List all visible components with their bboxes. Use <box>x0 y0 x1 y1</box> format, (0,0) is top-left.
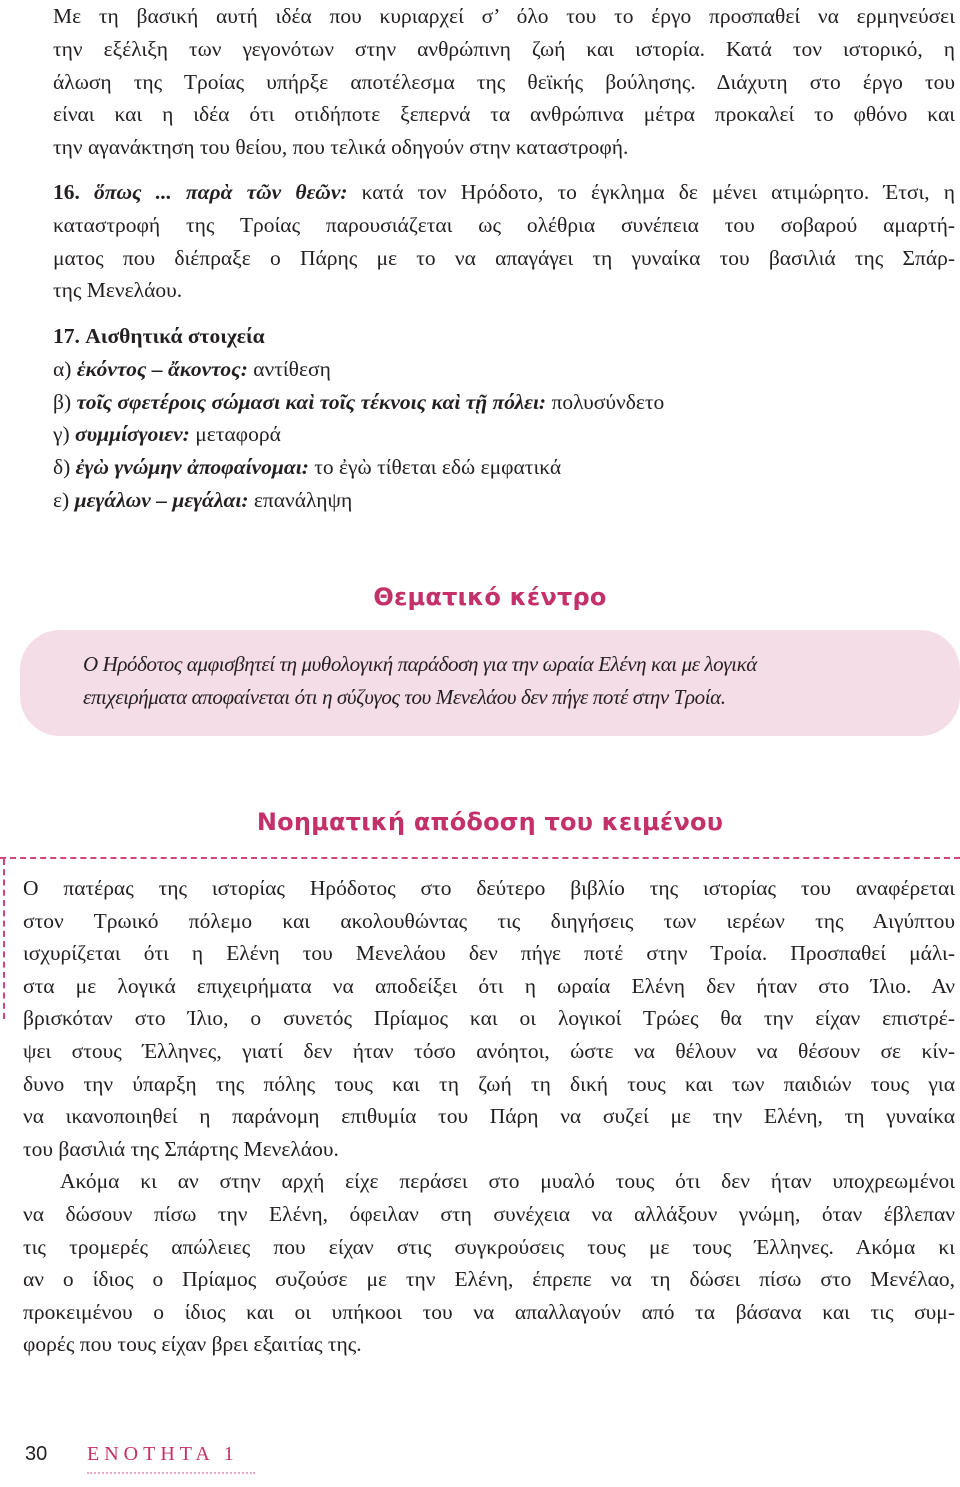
text-line: δυνο την ύπαρξη της πόλης τους και τη ζωή τη δική τους και των παιδιών τους για <box>23 1071 955 1096</box>
note-17 <box>53 320 955 517</box>
note-16 <box>53 176 955 307</box>
text-line: βρισκόταν στο Ίλιο, ο συνετός Πρίαμος και οι λογικοί Τρώες θα την είχαν επιστρέ- <box>23 1006 955 1031</box>
item-label: γ) <box>53 422 76 447</box>
item-desc: επανάληψη <box>248 487 353 512</box>
text-line: καταστροφή της Τροίας παρουσιάζεται ως ολέθρια συνέπεια του σοβαρού αμαρτή- <box>53 212 955 237</box>
note-title: Αισθητικά στοιχεία <box>85 324 265 348</box>
unit-label: ΕΝΟΤΗΤΑ 1 <box>87 1443 239 1465</box>
text-line: της Μενελάου. <box>53 278 183 303</box>
note-16-first-line <box>53 176 955 209</box>
list-item <box>53 484 955 517</box>
list-item <box>53 386 955 419</box>
dashed-side-rule <box>3 859 5 1019</box>
item-desc: μεταφορά <box>189 422 281 447</box>
intro-paragraph <box>53 0 955 164</box>
text-line: προκειμένου ο ίδιος και οι υπήκοοι του να απαλλαγούν από τα βάσανα και τις συμ- <box>23 1299 955 1324</box>
item-term: ἑκόντος – ἄκοντος: <box>76 356 248 381</box>
text-line: Με τη βασική αυτή ιδέα που κυριαρχεί σ’ όλο του το έργο προσπαθεί να ερμηνεύσει <box>53 4 955 28</box>
list-item <box>53 451 955 484</box>
text-line: Ο πατέρας της ιστορίας Ηρόδοτος στο δεύτερο βιβλίο της ιστορίας του αναφέρεται <box>23 876 955 900</box>
note-term: ὅπως ... παρὰ τῶν θεῶν: <box>93 180 348 204</box>
text-line: ματος που διέπραξε ο Πάρης με το να απαγάγει τη γυναίκα του βασιλιά της Σπάρ- <box>53 245 955 270</box>
item-label: β) <box>53 389 77 414</box>
page-number: 30 <box>25 1443 48 1465</box>
thematic-center-text <box>83 648 903 714</box>
list-item <box>53 353 955 386</box>
item-label: ε) <box>53 487 75 512</box>
item-term: ἐγὼ γνώμην ἀποφαίνομαι: <box>75 455 309 480</box>
text-line: την αγανάκτηση του θείου, που τελικά οδηγούν στην καταστροφή. <box>53 135 629 160</box>
item-desc: το ἐγὼ τίθεται εδώ εμφατικά <box>308 455 562 480</box>
thematic-center-heading: Θεματικό κέντρο <box>373 583 607 611</box>
item-term: τοῖς σφετέροις σώμασι καὶ τοῖς τέκνοις καὶ τῇ πόλει: <box>76 389 547 414</box>
text-line: φορές που τους είχαν βρει εξαιτίας της. <box>23 1332 362 1357</box>
note-number: 16. <box>53 180 80 204</box>
text-line: την εξέλιξη των γεγονότων στην ανθρώπινη ζωή και ιστορία. Κατά τον ιστορικό, η <box>53 36 955 61</box>
text-line: Ακόμα κι αν στην αρχή είχε περάσει στο μυαλό τους ότι δεν ήταν υποχρεωμένοι <box>60 1169 955 1194</box>
text-line: αν ο ίδιος ο Πρίαμος συζούσε με την Ελένη, έπρεπε να τη δώσει πίσω στο Μενέλαο, <box>23 1267 955 1292</box>
text-line: ισχυρίζεται ότι η Ελένη του Μενελάου δεν πήγε ποτέ στην Τροία. Προσπαθεί μάλι- <box>23 941 955 966</box>
paraphrase-text <box>23 872 955 1361</box>
dashed-divider <box>0 857 960 859</box>
text-line: επιχειρήματα αποφαίνεται ότι η σύζυγος του Μενελάου δεν πήγε ποτέ στην Τροία. <box>83 685 726 709</box>
text-line: ψει στους Έλληνες, γιατί δεν ήταν τόσο ανόητοι, ώστε να θέλουν να θέσουν σε κίν- <box>23 1038 955 1063</box>
text-line: τις τρομερές απώλειες που είχαν στις συγκρούσεις τους με τους Έλληνες. Ακόμα κι <box>23 1234 955 1259</box>
item-label: α) <box>53 356 77 381</box>
item-label: δ) <box>53 455 76 480</box>
text-line: άλωση της Τροίας υπήρξε αποτέλεσμα της θεϊκής βούλησης. Διάχυτη στο έργο του <box>53 69 955 94</box>
note-17-title-line <box>53 320 955 353</box>
text-line: Ο Ηρόδοτος αμφισβητεί τη μυθολογική παράδοση για την ωραία Ελένη και με λογικά <box>83 652 757 676</box>
text-line: είναι και η ιδέα ότι οτιδήποτε ξεπερνά τα ανθρώπινα μέτρα προκαλεί το φθόνο και <box>53 102 955 127</box>
list-item <box>53 418 955 451</box>
item-term: συμμίσγοιεν: <box>75 422 190 447</box>
note-text: κατά τον Ηρόδοτο, το έγκλημα δε μένει ατιμώρητο. Έτσι, η <box>347 180 955 204</box>
item-desc: πολυσύνδετο <box>546 389 665 414</box>
paraphrase-heading: Νοηματική απόδοση του κειμένου <box>256 808 724 836</box>
item-desc: αντίθεση <box>247 356 331 381</box>
text-line: στον Τρωικό πόλεμο και ακολουθώντας τις διηγήσεις των ιερέων της Αιγύπτου <box>23 908 955 933</box>
text-line: του βασιλιά της Σπάρτης Μενελάου. <box>23 1136 339 1161</box>
text-line: να δώσουν πίσω την Ελένη, όφειλαν στη συνέχεια να αλλάξουν γνώμη, όταν έβλεπαν <box>23 1201 955 1226</box>
text-line: να ικανοποιηθεί η παράνομη επιθυμία του Πάρη να συζεί με την Ελένη, τη γυναίκα <box>23 1104 955 1129</box>
footer-dotted-rule <box>87 1472 255 1474</box>
note-number: 17. <box>53 324 80 348</box>
item-term: μεγάλων – μεγάλαι: <box>74 487 249 512</box>
text-line: στα με λογικά επιχειρήματα να αποδείξει ότι η ωραία Ελένη δεν ήταν στο Ίλιο. Αν <box>23 973 955 998</box>
